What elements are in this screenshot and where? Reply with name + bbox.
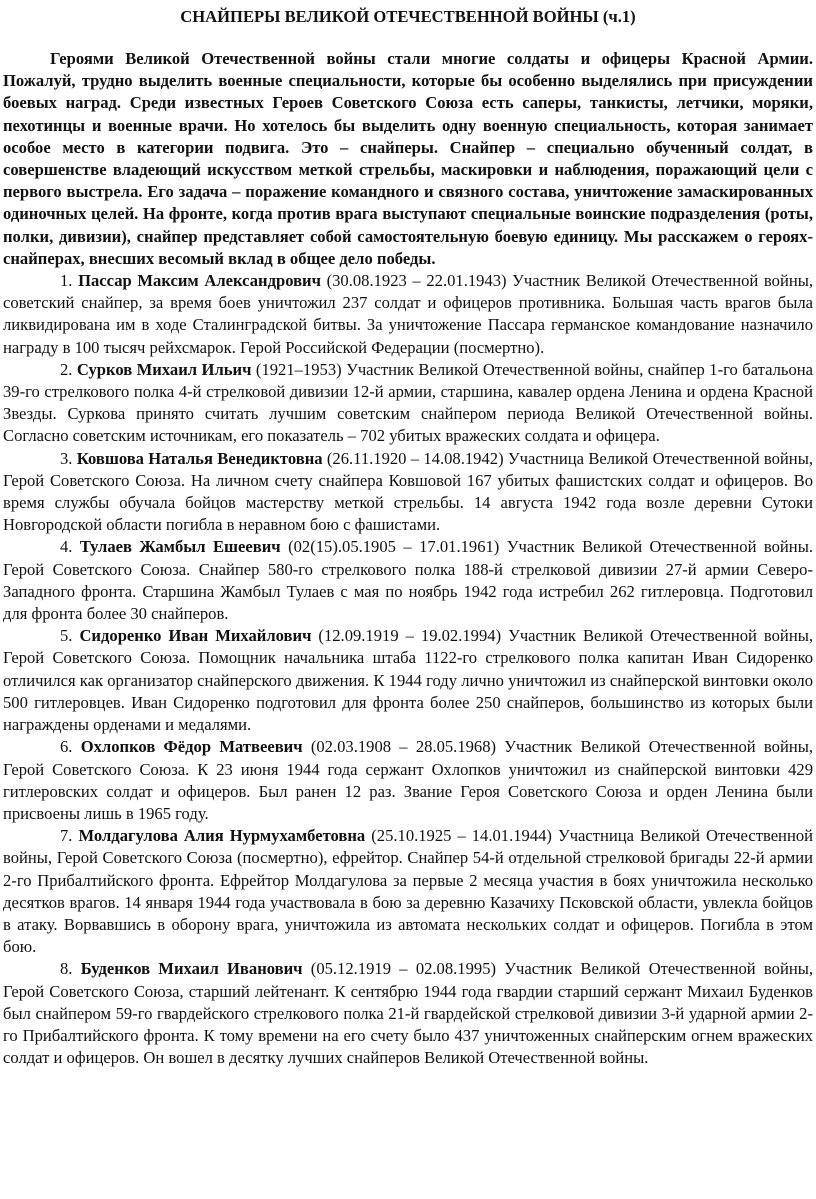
hero-item <box>3 958 813 1069</box>
hero-number: 1. <box>60 271 73 291</box>
hero-item <box>3 536 813 625</box>
hero-description: (1921–1953) Участник Великой Отечественной войны, снайпер 1-го батальона 39-го стрелкового полка 4-й стрелковой дивизии 12-й армии, старшина, кавалер ордена Ленина и ордена Красной Звезды. Суркова принято считать лучшим советским снайпером периода Великой Отечественной войны. Согласно советским источникам, его показатель – 702 убитых вражеских солдата и офицера. <box>3 359 813 446</box>
hero-name: Охлопков Фёдор Матвеевич <box>80 737 303 757</box>
hero-name: Тулаев Жамбыл Ешеевич <box>79 537 281 557</box>
heroes-list <box>3 270 813 1069</box>
hero-number: 3. <box>60 448 73 468</box>
hero-name: Буденков Михаил Иванович <box>80 959 303 979</box>
hero-item <box>3 270 813 359</box>
hero-description: (26.11.1920 – 14.08.1942) Участница Великой Отечественной войны, Герой Советского Союза. На личном счету снайпера Ковшовой 167 убитых фашистских солдат и офицеров. Во время службы обучала бойцов мастерству меткой стрельбы. 14 августа 1942 года возле деревни Сутоки Новгородской области погибла в неравном бою с фашистами. <box>3 448 813 535</box>
hero-item <box>3 625 813 736</box>
hero-description: (02(15).05.1905 – 17.01.1961) Участник Великой Отечественной войны. Герой Советского Союза. Снайпер 580-го стрелкового полка 188-й стрелковой дивизии 27-й армии Северо-Западного фронта. Старшина Жамбыл Тулаев с мая по ноябрь 1942 года истребил 262 гитлеровца. Подготовил для фронта более 30 снайперов. <box>3 537 813 624</box>
hero-number: 8. <box>60 959 73 979</box>
hero-name: Молдагулова Алия Нурмухамбетовна <box>78 826 366 846</box>
intro-paragraph: Героями Великой Отечественной войны стали многие солдаты и офицеры Красной Армии. Пожалуй, трудно выделить военные специальности, которые бы особенно выделялись при присуждении боевых наград. Среди известных Героев Советского Союза есть саперы, танкисты, летчики, моряки, пехотинцы и военные врачи. Но хотелось бы выделить одну военную специальность, которая занимает особое место в категории подвига. Это – снайперы. Снайпер – специально обученный солдат, в совершенстве владеющий искусством меткой стрельбы, маскировки и наблюдения, поражающий цели с первого выстрела. Его задача – поражение командного и связного состава, уничтожение замаскированных одиночных целей. На фронте, когда против врага выступают специальные воинские подразделения (роты, полки, дивизии), снайпер представляет собой самостоятельную боевую единицу. Мы расскажем о героях-снайперах, внесших весомый вклад в общее дело победы. <box>3 49 813 268</box>
hero-number: 2. <box>60 359 73 379</box>
hero-item <box>3 736 813 825</box>
hero-number: 6. <box>60 737 73 757</box>
hero-item <box>3 448 813 537</box>
hero-name: Ковшова Наталья Венедиктовна <box>76 448 323 468</box>
hero-number: 5. <box>60 626 73 646</box>
hero-number: 4. <box>60 537 73 557</box>
hero-description: (30.08.1923 – 22.01.1943) Участник Великой Отечественной войны, советский снайпер, за время боев уничтожил 237 солдат и офицеров противника. Большая часть врагов была ликвидирована им в ходе Сталинградской битвы. За уничтожение Пассара германское командование назначило награду в 100 тысяч рейхсмарок. Герой Российской Федерации (посмертно). <box>3 271 814 357</box>
hero-item <box>3 359 813 448</box>
hero-description: (05.12.1919 – 02.08.1995) Участник Великой Отечественной войны, Герой Советского Союза, старший лейтенант. К сентябрю 1944 года гвардии старший сержант Михаил Буденков был снайпером 59-го гвардейского стрелкового полка 21-й гвардейской стрелковой дивизии 3-й ударной армии 2-го Прибалтийского фронта. К тому времени на его счету было 437 уничтоженных снайперским огнем вражеских солдат и офицеров. Он вошел в десятку лучших снайперов Великой Отечественной войны. <box>3 959 813 1068</box>
hero-name: Сидоренко Иван Михайлович <box>79 626 312 646</box>
document-title: СНАЙПЕРЫ ВЕЛИКОЙ ОТЕЧЕСТВЕННОЙ ВОЙНЫ (ч.1) <box>180 7 636 26</box>
hero-item <box>3 825 813 958</box>
hero-name: Пассар Максим Александрович <box>78 271 321 291</box>
hero-number: 7. <box>60 826 73 846</box>
hero-name: Сурков Михаил Ильич <box>76 359 252 379</box>
hero-description: (02.03.1908 – 28.05.1968) Участник Великой Отечественной войны, Герой Советского Союза. К 23 июня 1944 года сержант Охлопков уничтожил из снайперской винтовки 429 гитлеровских солдат и офицеров. Был ранен 12 раз. Звание Героя Советского Союза и орден Ленина были присвоены лишь в 1965 году. <box>3 737 813 823</box>
hero-description: (12.09.1919 – 19.02.1994) Участник Великой Отечественной войны, Герой Советского Союза. Помощник начальника штаба 1122-го стрелкового полка капитан Иван Сидоренко отличился как организатор снайперского движения. К 1944 году лично уничтожил из снайперской винтовки около 500 гитлеровцев. Иван Сидоренко подготовил для фронта более 250 снайперов, большинство из которых были награждены орденами и медалями. <box>3 626 813 735</box>
hero-description: (25.10.1925 – 14.01.1944) Участница Великой Отечественной войны, Герой Советского Союза (посмертно), ефрейтор. Снайпер 54-й отдельной стрелковой бригады 22-й армии 2-го Прибалтийского фронта. Ефрейтор Молдагулова за первые 2 месяца участия в боях уничтожила несколько десятков врагов. 14 января 1944 года участвовала в бою за деревню Казачиху Псковской области, увлекла бойцов в атаку. Ворвавшись в оборону врага, уничтожила из автомата нескольких солдат и офицеров. Погибла в этом бою. <box>3 826 813 957</box>
